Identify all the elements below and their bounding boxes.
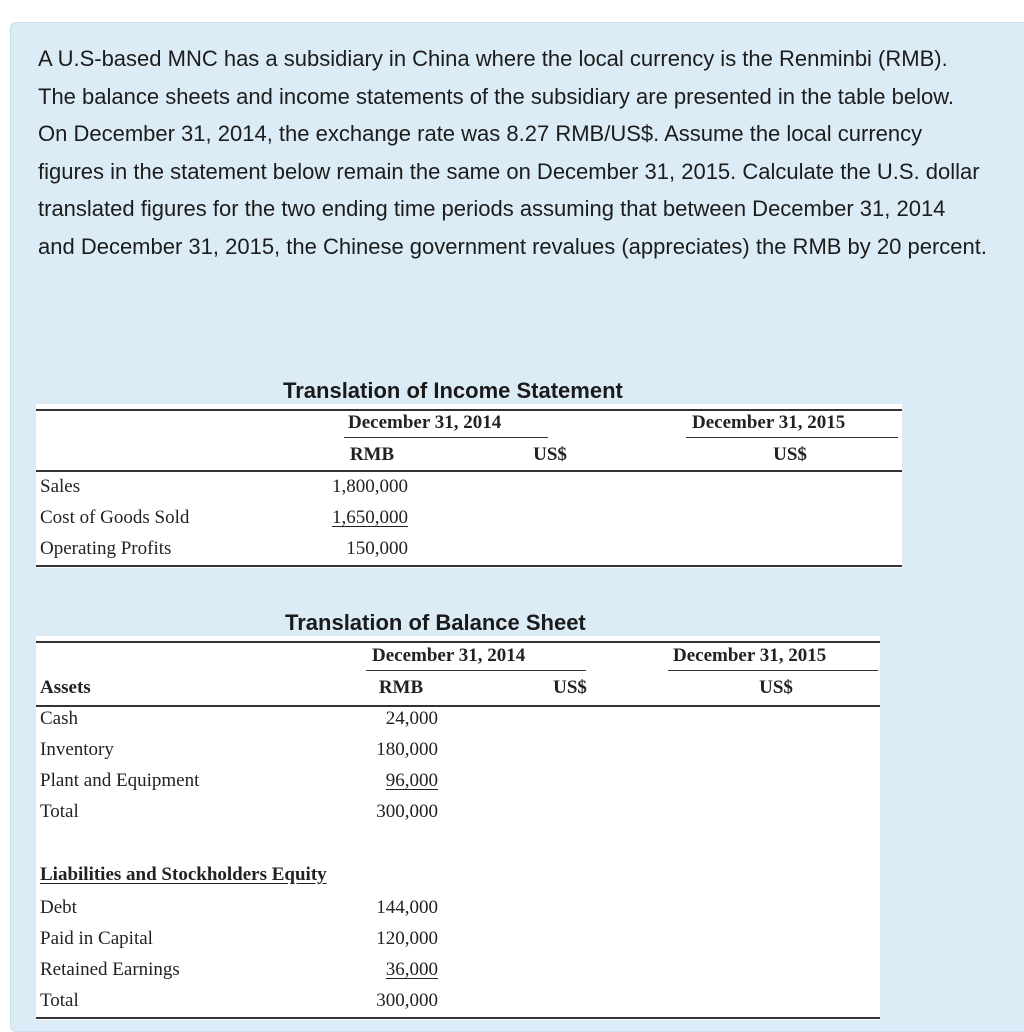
- balance-sheet-table: [36, 636, 880, 1020]
- rmb-column-header: RMB: [349, 444, 395, 465]
- income-statement-title: Translation of Income Statement: [283, 378, 623, 403]
- liability-row-label: Paid in Capital: [40, 928, 153, 949]
- row-label: Sales: [40, 476, 81, 497]
- period-2014-header: December 31, 2014: [372, 645, 526, 666]
- liability-row-label: Total: [40, 990, 79, 1011]
- asset-row-rmb: 180,000: [376, 739, 438, 760]
- asset-row-label: Inventory: [40, 739, 114, 760]
- table-top-rule: [36, 641, 880, 643]
- asset-row-label: Cash: [40, 708, 78, 729]
- assets-header: Assets: [40, 677, 91, 698]
- liability-row-rmb: 120,000: [376, 928, 438, 949]
- usd-2014-column-header: US$: [533, 444, 567, 465]
- usd-2014-column-header: US$: [553, 677, 587, 698]
- income-statement-table: [36, 404, 902, 568]
- usd-2015-column-header: US$: [759, 677, 793, 698]
- header-rule: [344, 437, 548, 438]
- rmb-column-header: RMB: [378, 677, 424, 698]
- liabilities-header: Liabilities and Stockholders Equity: [40, 864, 327, 885]
- header-rule: [686, 437, 898, 438]
- table-top-rule: [36, 409, 902, 411]
- liability-row-rmb: 36,000: [385, 959, 438, 980]
- period-2015-header: December 31, 2015: [692, 412, 846, 433]
- row-label: Operating Profits: [40, 538, 172, 559]
- header-rule: [366, 670, 586, 671]
- row-rmb-value: 1,800,000: [332, 476, 408, 497]
- row-label: Cost of Goods Sold: [40, 507, 190, 528]
- period-2015-header: December 31, 2015: [673, 645, 827, 666]
- usd-2015-column-header: US$: [773, 444, 807, 465]
- row-rmb-value: 150,000: [346, 538, 408, 559]
- header-rule: [668, 670, 878, 671]
- row-rmb-value: 1,650,000: [332, 507, 408, 528]
- liability-row-rmb: 300,000: [376, 990, 438, 1011]
- asset-row-label: Total: [40, 801, 79, 822]
- liability-row-label: Retained Earnings: [40, 959, 180, 980]
- table-bottom-rule: [36, 565, 902, 567]
- liability-row-label: Debt: [40, 897, 77, 918]
- header-bottom-rule: [36, 470, 902, 472]
- balance-sheet-title: Translation of Balance Sheet: [285, 610, 586, 635]
- header-bottom-rule: [36, 705, 880, 707]
- asset-row-rmb: 24,000: [385, 708, 438, 729]
- table-bottom-rule: [36, 1017, 880, 1019]
- asset-row-rmb: 96,000: [385, 770, 438, 791]
- asset-row-rmb: 300,000: [376, 801, 438, 822]
- period-2014-header: December 31, 2014: [348, 412, 502, 433]
- liability-row-rmb: 144,000: [376, 897, 438, 918]
- asset-row-label: Plant and Equipment: [40, 770, 200, 791]
- question-text: A U.S-based MNC has a subsidiary in China where the local currency is the Renminbi (RMB). The balance sheets and income statements of the subsidiary are presented in the table below. On December 31, 2014, the exchange rate was 8.27 RMB/US$. Assume the local currency figures in the statement below remain the same on December 31, 2015. Calculate the U.S. dollar translated figures for the two ending time periods assuming that between December 31, 2014 and December 31, 2015, the Chinese government revalues (appreciates) the RMB by 20 percent.: [38, 46, 987, 259]
